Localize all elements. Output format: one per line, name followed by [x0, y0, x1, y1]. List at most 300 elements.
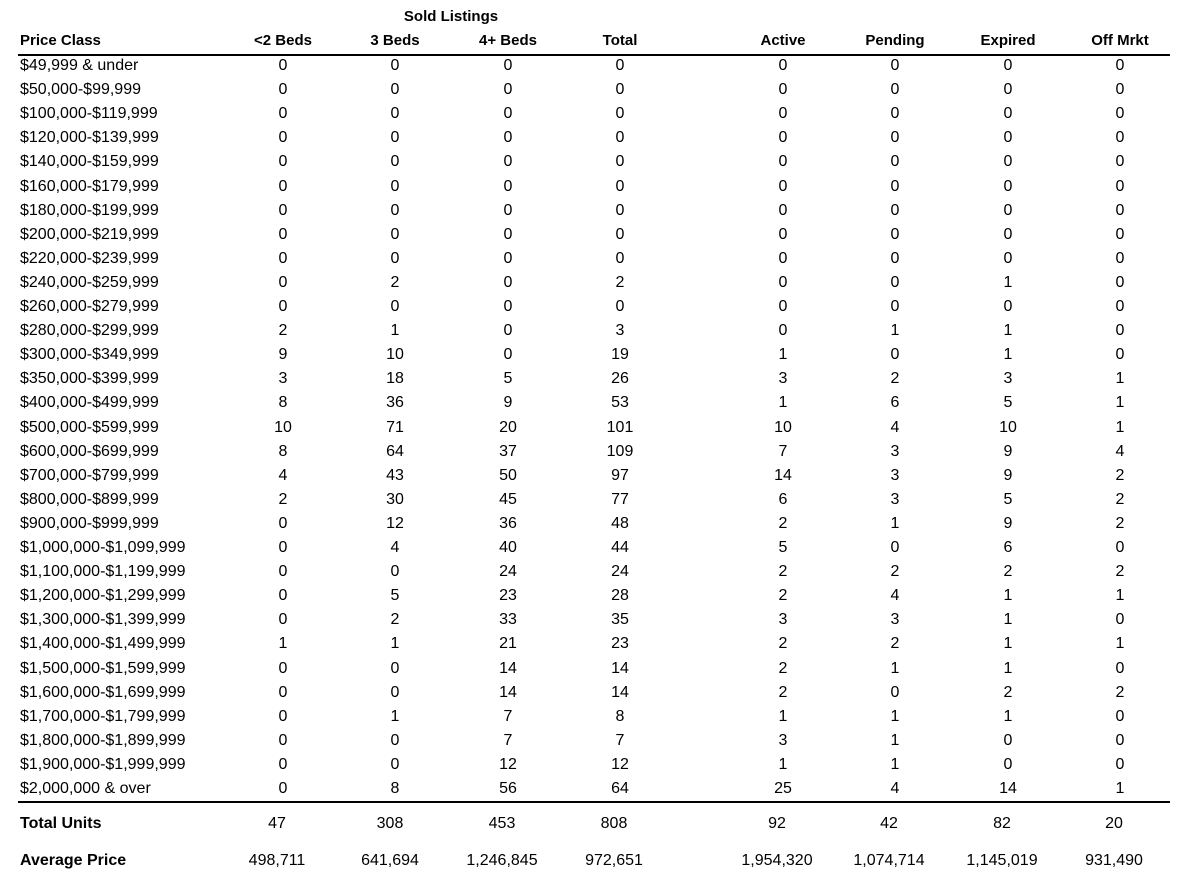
cell-4-plus-beds: 37: [499, 442, 517, 460]
table-row: [0, 539, 1179, 563]
cell-off-market: 0: [1115, 201, 1125, 219]
cell-total: 23: [611, 635, 629, 653]
cell-4-plus-beds: 0: [503, 153, 513, 171]
cell-under-2-beds: 3: [278, 370, 288, 388]
cell-4-plus-beds: 0: [503, 177, 513, 195]
table-row: [0, 105, 1179, 129]
cell-price-class: $1,400,000-$1,499,999: [20, 635, 186, 653]
cell-pending: 0: [890, 177, 900, 195]
cell-pending: 0: [890, 105, 900, 123]
cell-active: 3: [778, 731, 788, 749]
table-row: [0, 684, 1179, 708]
cell-4-plus-beds: 23: [499, 587, 517, 605]
cell-expired: 0: [1003, 177, 1013, 195]
cell-off-market: 0: [1115, 105, 1125, 123]
cell-4-plus-beds: 7: [503, 707, 513, 725]
cell-under-2-beds: 1: [278, 635, 288, 653]
cell-expired: 1: [1003, 587, 1013, 605]
cell-price-class: $240,000-$259,999: [20, 273, 159, 291]
cell-off-market: 0: [1115, 346, 1125, 364]
cell-expired: 1: [1003, 659, 1013, 677]
cell-expired: 0: [1003, 755, 1013, 773]
cell-3-beds: 0: [390, 177, 400, 195]
cell-4-plus-beds: 45: [499, 490, 517, 508]
cell-off-market: 0: [1115, 611, 1125, 629]
cell-active: 2: [778, 514, 788, 532]
cell-under-2-beds: 8: [278, 442, 288, 460]
cell-4-plus-beds: 5: [503, 370, 513, 388]
column-header-under-2-beds: <2 Beds: [254, 32, 312, 49]
table-row: [0, 322, 1179, 346]
cell-under-2-beds: 0: [278, 249, 288, 267]
cell-active: 0: [778, 129, 788, 147]
column-header-pending: Pending: [865, 32, 925, 49]
cell-price-class: $1,800,000-$1,899,999: [20, 731, 186, 749]
cell-under-2-beds: 0: [278, 105, 288, 123]
cell-total: 48: [611, 514, 629, 532]
summary-active: 1,954,320: [741, 852, 813, 869]
cell-total: 0: [615, 249, 625, 267]
cell-total: 35: [611, 611, 629, 629]
cell-active: 5: [778, 539, 788, 556]
cell-active: 2: [778, 635, 788, 653]
cell-3-beds: 4: [390, 539, 400, 556]
cell-price-class: $700,000-$799,999: [20, 466, 159, 484]
cell-under-2-beds: 2: [278, 490, 288, 508]
cell-4-plus-beds: 0: [503, 346, 513, 364]
cell-3-beds: 5: [390, 587, 400, 605]
cell-expired: 0: [1003, 57, 1013, 74]
cell-price-class: $220,000-$239,999: [20, 249, 159, 267]
cell-total: 64: [611, 780, 629, 797]
cell-expired: 0: [1003, 201, 1013, 219]
cell-expired: 0: [1003, 105, 1013, 123]
cell-expired: 0: [1003, 298, 1013, 315]
cell-under-2-beds: 0: [278, 177, 288, 195]
cell-total: 0: [615, 81, 625, 99]
cell-price-class: $280,000-$299,999: [20, 322, 159, 340]
table-row: [0, 443, 1179, 467]
cell-active: 0: [778, 201, 788, 219]
cell-under-2-beds: 8: [278, 394, 288, 412]
cell-price-class: $140,000-$159,999: [20, 153, 159, 171]
summary-pending: 42: [880, 815, 898, 832]
table-row: [0, 274, 1179, 298]
cell-price-class: $260,000-$279,999: [20, 298, 159, 315]
cell-price-class: $50,000-$99,999: [20, 81, 141, 99]
cell-off-market: 4: [1115, 442, 1125, 460]
table-row: [0, 346, 1179, 370]
cell-active: 0: [778, 81, 788, 99]
cell-total: 97: [611, 466, 629, 484]
column-header-3-beds: 3 Beds: [370, 32, 420, 49]
cell-pending: 0: [890, 57, 900, 74]
table-row: [0, 635, 1179, 659]
cell-active: 0: [778, 177, 788, 195]
cell-expired: 0: [1003, 731, 1013, 749]
cell-3-beds: 0: [390, 225, 400, 243]
cell-3-beds: 0: [390, 129, 400, 147]
table-row: [0, 732, 1179, 756]
cell-total: 0: [615, 105, 625, 123]
cell-active: 3: [778, 611, 788, 629]
table-row: [0, 153, 1179, 177]
cell-total: 26: [611, 370, 629, 388]
cell-price-class: $300,000-$349,999: [20, 346, 159, 364]
cell-pending: 3: [890, 466, 900, 484]
cell-expired: 6: [1003, 539, 1013, 556]
cell-under-2-beds: 0: [278, 57, 288, 74]
table-row: [0, 587, 1179, 611]
cell-under-2-beds: 0: [278, 201, 288, 219]
table-row: [0, 57, 1179, 81]
cell-off-market: 2: [1115, 466, 1125, 484]
cell-off-market: 0: [1115, 225, 1125, 243]
cell-3-beds: 30: [386, 490, 404, 508]
summary-total: 972,651: [585, 852, 643, 869]
cell-under-2-beds: 0: [278, 514, 288, 532]
cell-expired: 2: [1003, 683, 1013, 701]
cell-4-plus-beds: 7: [503, 731, 513, 749]
cell-expired: 1: [1003, 346, 1013, 364]
cell-3-beds: 1: [390, 322, 400, 340]
cell-pending: 0: [890, 298, 900, 315]
summary-3-beds: 308: [376, 815, 404, 832]
cell-expired: 5: [1003, 490, 1013, 508]
cell-under-2-beds: 0: [278, 563, 288, 581]
cell-pending: 1: [890, 731, 900, 749]
cell-expired: 1: [1003, 635, 1013, 653]
summary-under-2-beds: 47: [268, 815, 286, 832]
cell-3-beds: 0: [390, 105, 400, 123]
cell-under-2-beds: 0: [278, 153, 288, 171]
summary-total: 808: [600, 815, 628, 832]
cell-price-class: $1,300,000-$1,399,999: [20, 611, 186, 629]
table-row: [0, 756, 1179, 780]
cell-under-2-beds: 10: [274, 418, 292, 436]
cell-off-market: 0: [1115, 659, 1125, 677]
cell-pending: 4: [890, 780, 900, 797]
summary-label: Total Units: [20, 815, 102, 832]
cell-expired: 1: [1003, 273, 1013, 291]
cell-3-beds: 1: [390, 707, 400, 725]
cell-off-market: 1: [1115, 370, 1125, 388]
cell-off-market: 1: [1115, 587, 1125, 605]
cell-4-plus-beds: 36: [499, 514, 517, 532]
cell-3-beds: 18: [386, 370, 404, 388]
cell-off-market: 0: [1115, 322, 1125, 340]
column-header-expired: Expired: [980, 32, 1036, 49]
column-header-off-market: Off Mrkt: [1091, 32, 1149, 49]
table-row: [0, 660, 1179, 684]
cell-3-beds: 0: [390, 201, 400, 219]
cell-3-beds: 10: [386, 346, 404, 364]
cell-3-beds: 8: [390, 780, 400, 797]
cell-4-plus-beds: 0: [503, 57, 513, 74]
cell-active: 25: [774, 780, 792, 797]
cell-active: 1: [778, 755, 788, 773]
cell-expired: 0: [1003, 225, 1013, 243]
summary-3-beds: 641,694: [361, 852, 419, 869]
cell-pending: 3: [890, 611, 900, 629]
cell-under-2-beds: 0: [278, 81, 288, 99]
cell-3-beds: 1: [390, 635, 400, 653]
cell-active: 10: [774, 418, 792, 436]
cell-3-beds: 36: [386, 394, 404, 412]
cell-off-market: 2: [1115, 490, 1125, 508]
cell-under-2-beds: 2: [278, 322, 288, 340]
cell-under-2-beds: 4: [278, 466, 288, 484]
cell-under-2-beds: 0: [278, 587, 288, 605]
cell-expired: 1: [1003, 611, 1013, 629]
cell-expired: 1: [1003, 707, 1013, 725]
cell-price-class: $2,000,000 & over: [20, 780, 151, 797]
table-row: [0, 250, 1179, 274]
cell-pending: 0: [890, 153, 900, 171]
cell-total: 14: [611, 683, 629, 701]
cell-under-2-beds: 0: [278, 129, 288, 147]
cell-total: 12: [611, 755, 629, 773]
table-row: [0, 370, 1179, 394]
cell-off-market: 1: [1115, 394, 1125, 412]
cell-off-market: 0: [1115, 81, 1125, 99]
cell-4-plus-beds: 33: [499, 611, 517, 629]
totals-divider: [18, 801, 1170, 803]
cell-active: 2: [778, 659, 788, 677]
header-divider: [18, 54, 1170, 56]
cell-3-beds: 0: [390, 563, 400, 581]
cell-3-beds: 0: [390, 659, 400, 677]
cell-4-plus-beds: 12: [499, 755, 517, 773]
cell-3-beds: 12: [386, 514, 404, 532]
table-header-row: [0, 32, 1179, 54]
cell-3-beds: 0: [390, 755, 400, 773]
cell-3-beds: 71: [386, 418, 404, 436]
cell-4-plus-beds: 0: [503, 322, 513, 340]
cell-expired: 3: [1003, 370, 1013, 388]
cell-pending: 4: [890, 418, 900, 436]
cell-3-beds: 0: [390, 57, 400, 74]
cell-expired: 9: [1003, 466, 1013, 484]
cell-off-market: 0: [1115, 129, 1125, 147]
cell-price-class: $1,900,000-$1,999,999: [20, 755, 186, 773]
cell-total: 0: [615, 129, 625, 147]
cell-under-2-beds: 0: [278, 659, 288, 677]
cell-expired: 2: [1003, 563, 1013, 581]
cell-price-class: $500,000-$599,999: [20, 418, 159, 436]
cell-active: 0: [778, 322, 788, 340]
cell-active: 2: [778, 563, 788, 581]
cell-total: 0: [615, 177, 625, 195]
cell-price-class: $1,700,000-$1,799,999: [20, 707, 186, 725]
cell-active: 0: [778, 57, 788, 74]
cell-under-2-beds: 0: [278, 731, 288, 749]
cell-total: 101: [606, 418, 634, 436]
summary-4-plus-beds: 453: [488, 815, 516, 832]
cell-price-class: $800,000-$899,999: [20, 490, 159, 508]
cell-expired: 9: [1003, 442, 1013, 460]
cell-4-plus-beds: 21: [499, 635, 517, 653]
cell-active: 2: [778, 683, 788, 701]
cell-active: 0: [778, 153, 788, 171]
column-header-total: Total: [602, 32, 638, 49]
column-header-4-plus-beds: 4+ Beds: [479, 32, 537, 49]
cell-pending: 2: [890, 635, 900, 653]
cell-4-plus-beds: 0: [503, 298, 513, 315]
summary-expired: 1,145,019: [966, 852, 1038, 869]
summary-label: Average Price: [20, 852, 127, 869]
cell-total: 14: [611, 659, 629, 677]
cell-active: 0: [778, 249, 788, 267]
cell-4-plus-beds: 0: [503, 105, 513, 123]
cell-pending: 1: [890, 514, 900, 532]
cell-pending: 0: [890, 249, 900, 267]
cell-pending: 1: [890, 322, 900, 340]
summary-under-2-beds: 498,711: [248, 852, 306, 869]
cell-off-market: 1: [1115, 635, 1125, 653]
cell-3-beds: 0: [390, 731, 400, 749]
cell-under-2-beds: 0: [278, 780, 288, 797]
cell-under-2-beds: 0: [278, 298, 288, 315]
cell-total: 0: [615, 201, 625, 219]
cell-under-2-beds: 0: [278, 683, 288, 701]
table-row: [0, 81, 1179, 105]
cell-3-beds: 43: [386, 466, 404, 484]
cell-4-plus-beds: 0: [503, 225, 513, 243]
cell-price-class: $1,100,000-$1,199,999: [20, 563, 186, 581]
cell-4-plus-beds: 24: [499, 563, 517, 581]
cell-off-market: 2: [1115, 683, 1125, 701]
cell-price-class: $160,000-$179,999: [20, 177, 159, 195]
average-price-row: [0, 852, 1179, 876]
cell-off-market: 0: [1115, 153, 1125, 171]
summary-pending: 1,074,714: [853, 852, 925, 869]
cell-active: 0: [778, 105, 788, 123]
cell-pending: 0: [890, 201, 900, 219]
cell-active: 1: [778, 707, 788, 725]
column-header-price-class: Price Class: [20, 32, 101, 49]
cell-price-class: $350,000-$399,999: [20, 370, 159, 388]
cell-expired: 0: [1003, 129, 1013, 147]
table-row: [0, 129, 1179, 153]
summary-4-plus-beds: 1,246,845: [466, 852, 538, 869]
table-row: [0, 515, 1179, 539]
table-row: [0, 563, 1179, 587]
cell-off-market: 2: [1115, 514, 1125, 532]
cell-active: 7: [778, 442, 788, 460]
cell-active: 3: [778, 370, 788, 388]
cell-under-2-beds: 0: [278, 273, 288, 291]
cell-off-market: 0: [1115, 273, 1125, 291]
cell-3-beds: 64: [386, 442, 404, 460]
cell-off-market: 0: [1115, 177, 1125, 195]
cell-total: 24: [611, 563, 629, 581]
cell-active: 0: [778, 225, 788, 243]
cell-total: 2: [615, 273, 625, 291]
cell-total: 109: [606, 442, 634, 460]
cell-off-market: 1: [1115, 780, 1125, 797]
cell-pending: 2: [890, 370, 900, 388]
table-row: [0, 202, 1179, 226]
cell-4-plus-beds: 0: [503, 201, 513, 219]
cell-pending: 6: [890, 394, 900, 412]
cell-pending: 0: [890, 346, 900, 364]
table-row: [0, 178, 1179, 202]
cell-4-plus-beds: 14: [499, 659, 517, 677]
cell-pending: 0: [890, 129, 900, 147]
cell-4-plus-beds: 0: [503, 129, 513, 147]
summary-expired: 82: [993, 815, 1011, 832]
cell-pending: 0: [890, 539, 900, 556]
cell-price-class: $1,000,000-$1,099,999: [20, 539, 186, 556]
cell-total: 77: [611, 490, 629, 508]
cell-off-market: 0: [1115, 731, 1125, 749]
cell-4-plus-beds: 56: [499, 780, 517, 797]
table-row: [0, 611, 1179, 635]
table-row: [0, 419, 1179, 443]
cell-3-beds: 0: [390, 249, 400, 267]
table-row: [0, 394, 1179, 418]
cell-price-class: $200,000-$219,999: [20, 225, 159, 243]
cell-total: 0: [615, 153, 625, 171]
cell-4-plus-beds: 9: [503, 394, 513, 412]
cell-4-plus-beds: 0: [503, 249, 513, 267]
cell-under-2-beds: 9: [278, 346, 288, 364]
cell-expired: 14: [999, 780, 1017, 797]
cell-4-plus-beds: 20: [499, 418, 517, 436]
cell-expired: 0: [1003, 249, 1013, 267]
cell-total: 0: [615, 298, 625, 315]
cell-pending: 1: [890, 707, 900, 725]
cell-total: 7: [615, 731, 625, 749]
cell-off-market: 1: [1115, 418, 1125, 436]
cell-4-plus-beds: 14: [499, 683, 517, 701]
cell-expired: 0: [1003, 153, 1013, 171]
cell-4-plus-beds: 40: [499, 539, 517, 556]
cell-active: 2: [778, 587, 788, 605]
cell-active: 1: [778, 346, 788, 364]
cell-expired: 9: [1003, 514, 1013, 532]
cell-under-2-beds: 0: [278, 755, 288, 773]
cell-active: 0: [778, 298, 788, 315]
cell-under-2-beds: 0: [278, 225, 288, 243]
cell-pending: 1: [890, 755, 900, 773]
cell-3-beds: 2: [390, 611, 400, 629]
cell-expired: 5: [1003, 394, 1013, 412]
cell-price-class: $1,600,000-$1,699,999: [20, 683, 186, 701]
cell-pending: 1: [890, 659, 900, 677]
cell-active: 1: [778, 394, 788, 412]
cell-3-beds: 2: [390, 273, 400, 291]
cell-off-market: 0: [1115, 539, 1125, 556]
cell-price-class: $49,999 & under: [20, 57, 139, 74]
cell-price-class: $120,000-$139,999: [20, 129, 159, 147]
cell-total: 0: [615, 57, 625, 74]
total-units-row: [0, 815, 1179, 839]
cell-pending: 0: [890, 683, 900, 701]
cell-expired: 10: [999, 418, 1017, 436]
cell-price-class: $600,000-$699,999: [20, 442, 159, 460]
cell-total: 53: [611, 394, 629, 412]
summary-off-market: 20: [1105, 815, 1123, 832]
cell-off-market: 0: [1115, 707, 1125, 725]
cell-price-class: $100,000-$119,999: [20, 105, 158, 123]
summary-off-market: 931,490: [1085, 852, 1143, 869]
summary-active: 92: [768, 815, 786, 832]
cell-total: 3: [615, 322, 625, 340]
cell-under-2-beds: 0: [278, 611, 288, 629]
cell-3-beds: 0: [390, 683, 400, 701]
